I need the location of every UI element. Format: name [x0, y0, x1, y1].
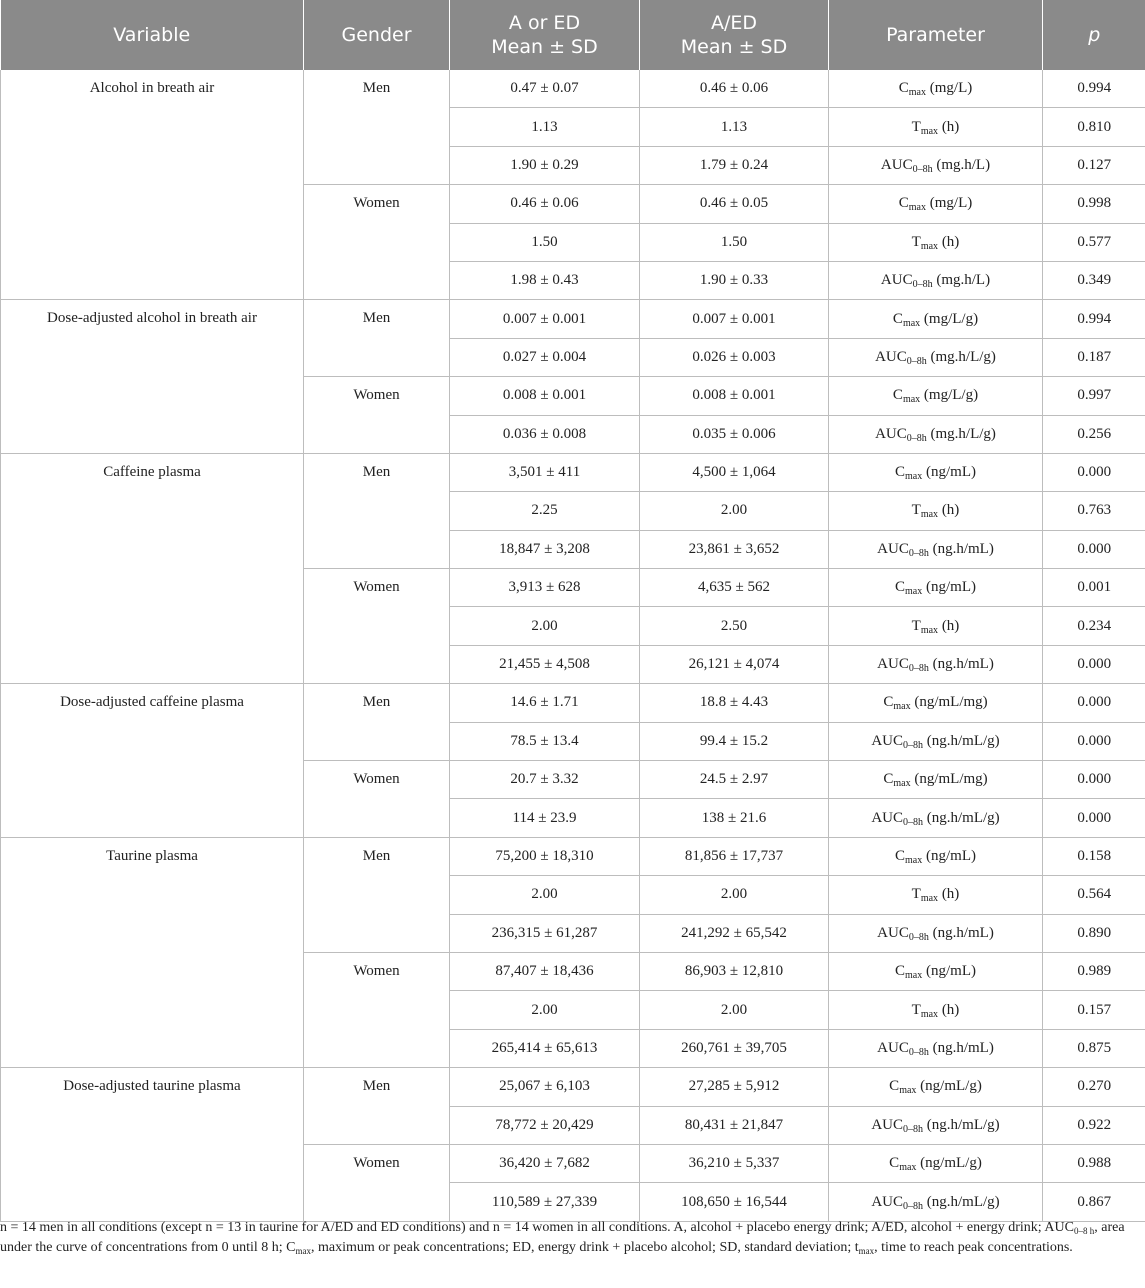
p-value: 0.988 — [1043, 1144, 1145, 1182]
header-a-or-ed-line2: Mean ± SD — [491, 36, 598, 58]
parameter-symbol: AUC — [877, 1039, 909, 1056]
a-ed-value: 24.5 ± 2.97 — [640, 761, 829, 799]
parameter-subscript: max — [905, 586, 923, 598]
a-ed-value: 0.46 ± 0.05 — [640, 185, 829, 223]
footnote-part2: , area under the curve of concentrations from 0 until 8 h; C — [0, 1220, 1125, 1255]
parameter-unit: (ng.h/mL) — [928, 1039, 994, 1056]
gender-cell: Men — [304, 1068, 450, 1145]
parameter-cell — [829, 799, 1043, 837]
p-value: 0.000 — [1043, 645, 1145, 683]
parameter-cell — [829, 300, 1043, 338]
parameter-subscript: 0–8h — [903, 1200, 923, 1212]
p-value: 0.989 — [1043, 952, 1145, 990]
a-or-ed-value: 114 ± 23.9 — [450, 799, 640, 837]
header-p: p — [1043, 0, 1145, 70]
parameter-symbol: C — [895, 464, 906, 481]
a-or-ed-value: 21,455 ± 4,508 — [450, 645, 640, 683]
parameter-cell — [829, 70, 1043, 108]
parameter-cell — [829, 684, 1043, 722]
parameter-unit: (mg.h/L/g) — [926, 425, 996, 442]
parameter-unit: (mg.h/L/g) — [926, 348, 996, 365]
header-a-ed — [640, 0, 829, 70]
parameter-unit: (h) — [938, 118, 960, 135]
p-value: 0.000 — [1043, 761, 1145, 799]
variable-cell: Taurine plasma — [1, 837, 304, 1067]
a-ed-value: 1.90 ± 0.33 — [640, 261, 829, 299]
parameter-unit: (ng/mL/mg) — [910, 771, 988, 788]
parameter-subscript: 0–8h — [912, 279, 933, 291]
header-a-or-ed — [450, 0, 640, 70]
a-ed-value: 27,285 ± 5,912 — [640, 1068, 829, 1106]
parameter-unit: (mg/L) — [925, 195, 973, 212]
parameter-cell — [829, 645, 1043, 683]
a-or-ed-value: 2.00 — [450, 876, 640, 914]
a-or-ed-value: 2.00 — [450, 991, 640, 1029]
header-a-ed-line2: Mean ± SD — [680, 36, 788, 58]
parameter-cell — [829, 569, 1043, 607]
parameter-symbol: AUC — [871, 1193, 903, 1210]
a-ed-value: 241,292 ± 65,542 — [640, 914, 829, 952]
parameter-unit: (ng/mL/mg) — [910, 694, 988, 711]
parameter-subscript: max — [902, 394, 921, 406]
parameter-cell — [829, 261, 1043, 299]
p-value: 0.234 — [1043, 607, 1145, 645]
parameter-unit: (mg.h/L) — [932, 156, 991, 173]
parameter-subscript: 0–8h — [908, 663, 929, 675]
a-or-ed-value: 0.027 ± 0.004 — [450, 338, 640, 376]
p-value: 0.127 — [1043, 146, 1145, 184]
parameter-unit: (mg/L) — [925, 80, 973, 97]
parameter-unit: (mg/L/g) — [920, 387, 979, 404]
p-value: 0.270 — [1043, 1068, 1145, 1106]
a-or-ed-value: 0.008 ± 0.001 — [450, 377, 640, 415]
parameter-cell — [829, 223, 1043, 261]
p-value: 0.564 — [1043, 876, 1145, 914]
header-a-or-ed-line1: A or ED — [508, 12, 581, 34]
gender-cell: Women — [304, 952, 450, 1067]
parameter-unit: (ng/mL) — [922, 464, 976, 481]
variable-cell: Dose-adjusted alcohol in breath air — [1, 300, 304, 454]
parameter-symbol: C — [898, 195, 909, 212]
parameter-cell — [829, 837, 1043, 875]
parameter-unit: (ng.h/mL/g) — [923, 732, 1000, 749]
gender-cell: Men — [304, 300, 450, 377]
a-ed-value: 2.00 — [640, 991, 829, 1029]
a-ed-value: 26,121 ± 4,074 — [640, 645, 829, 683]
parameter-unit: (ng/mL) — [922, 963, 976, 980]
parameter-cell — [829, 492, 1043, 530]
a-ed-value: 23,861 ± 3,652 — [640, 530, 829, 568]
parameter-subscript: 0–8h — [903, 816, 923, 828]
parameter-unit: (ng.h/mL/g) — [923, 1193, 1000, 1210]
p-value: 0.001 — [1043, 569, 1145, 607]
a-or-ed-value: 3,913 ± 628 — [450, 569, 640, 607]
parameter-symbol: T — [911, 118, 921, 135]
a-ed-value: 0.026 ± 0.003 — [640, 338, 829, 376]
gender-cell: Women — [304, 569, 450, 684]
gender-cell: Women — [304, 377, 450, 454]
a-or-ed-value: 18,847 ± 3,208 — [450, 530, 640, 568]
p-value: 0.000 — [1043, 799, 1145, 837]
a-ed-value: 36,210 ± 5,337 — [640, 1144, 829, 1182]
parameter-cell — [829, 1106, 1043, 1144]
gender-cell: Men — [304, 837, 450, 952]
a-ed-value: 86,903 ± 12,810 — [640, 952, 829, 990]
p-value: 0.875 — [1043, 1029, 1145, 1067]
parameter-symbol: C — [895, 963, 906, 980]
parameter-unit: (mg.h/L) — [932, 272, 991, 289]
parameter-cell — [829, 108, 1043, 146]
a-ed-value: 81,856 ± 17,737 — [640, 837, 829, 875]
parameter-cell — [829, 1144, 1043, 1182]
parameter-symbol: T — [911, 886, 921, 903]
table-row — [1, 684, 1145, 722]
parameter-cell — [829, 1029, 1043, 1067]
header-a-ed-line1: A/ED — [710, 12, 758, 34]
p-value: 0.000 — [1043, 453, 1145, 491]
parameter-unit: (ng.h/mL) — [928, 540, 994, 557]
parameter-subscript: 0–8h — [912, 163, 933, 175]
a-ed-value: 18.8 ± 4.43 — [640, 684, 829, 722]
a-ed-value: 0.007 ± 0.001 — [640, 300, 829, 338]
p-value: 0.349 — [1043, 261, 1145, 299]
parameter-subscript: 0–8h — [908, 931, 929, 943]
p-value: 0.187 — [1043, 338, 1145, 376]
table-row — [1, 837, 1145, 875]
a-or-ed-value: 1.90 ± 0.29 — [450, 146, 640, 184]
footnote-part4: , time to reach peak concentrations. — [874, 1240, 1073, 1255]
parameter-symbol: C — [883, 771, 894, 788]
a-ed-value: 4,635 ± 562 — [640, 569, 829, 607]
a-ed-value: 0.035 ± 0.006 — [640, 415, 829, 453]
p-value: 0.994 — [1043, 70, 1145, 108]
parameter-subscript: max — [920, 125, 939, 137]
parameter-cell — [829, 722, 1043, 760]
a-ed-value: 2.50 — [640, 607, 829, 645]
parameter-unit: (ng.h/mL) — [928, 924, 994, 941]
parameter-symbol: T — [911, 617, 921, 634]
p-value: 0.158 — [1043, 837, 1145, 875]
header-gender: Gender — [304, 0, 450, 70]
parameter-subscript: max — [905, 471, 923, 483]
header-variable: Variable — [1, 0, 304, 70]
parameter-cell — [829, 146, 1043, 184]
parameter-symbol: C — [883, 694, 894, 711]
parameter-symbol: C — [895, 579, 906, 596]
parameter-cell — [829, 185, 1043, 223]
p-value: 0.994 — [1043, 300, 1145, 338]
parameter-cell — [829, 377, 1043, 415]
parameter-symbol: C — [892, 310, 903, 327]
a-or-ed-value: 0.036 ± 0.008 — [450, 415, 640, 453]
a-or-ed-value: 14.6 ± 1.71 — [450, 684, 640, 722]
parameter-subscript: 0–8h — [908, 1046, 929, 1058]
parameter-cell — [829, 1068, 1043, 1106]
a-ed-value: 1.79 ± 0.24 — [640, 146, 829, 184]
a-ed-value: 2.00 — [640, 492, 829, 530]
parameter-symbol: AUC — [875, 348, 907, 365]
p-value: 0.763 — [1043, 492, 1145, 530]
p-value: 0.577 — [1043, 223, 1145, 261]
parameter-subscript: 0–8h — [906, 432, 927, 444]
parameter-symbol: AUC — [871, 809, 903, 826]
parameter-cell — [829, 761, 1043, 799]
a-or-ed-value: 20.7 ± 3.32 — [450, 761, 640, 799]
gender-cell: Men — [304, 453, 450, 568]
footnote-sub2: max — [295, 1246, 311, 1256]
a-ed-value: 80,431 ± 21,847 — [640, 1106, 829, 1144]
table-row — [1, 70, 1145, 108]
parameter-subscript: max — [905, 970, 923, 982]
parameter-subscript: 0–8h — [908, 547, 929, 559]
parameter-unit: (ng/mL) — [922, 579, 976, 596]
parameter-subscript: max — [920, 893, 939, 905]
a-or-ed-value: 236,315 ± 61,287 — [450, 914, 640, 952]
parameter-subscript: max — [893, 701, 911, 713]
p-value: 0.810 — [1043, 108, 1145, 146]
parameter-subscript: 0–8h — [903, 739, 923, 751]
footnote-part3: , maximum or peak concentrations; ED, energy drink + placebo alcohol; SD, standard deviation; t — [310, 1240, 859, 1255]
a-ed-value: 0.008 ± 0.001 — [640, 377, 829, 415]
gender-cell: Men — [304, 684, 450, 761]
variable-cell: Dose-adjusted caffeine plasma — [1, 684, 304, 838]
gender-cell: Women — [304, 185, 450, 300]
a-ed-value: 4,500 ± 1,064 — [640, 453, 829, 491]
parameter-subscript: max — [920, 624, 939, 636]
parameter-cell — [829, 453, 1043, 491]
parameter-cell — [829, 530, 1043, 568]
parameter-symbol: AUC — [877, 656, 909, 673]
p-value: 0.998 — [1043, 185, 1145, 223]
p-value: 0.997 — [1043, 377, 1145, 415]
a-or-ed-value: 2.00 — [450, 607, 640, 645]
p-value: 0.000 — [1043, 530, 1145, 568]
table-row — [1, 1068, 1145, 1106]
a-or-ed-value: 78,772 ± 20,429 — [450, 1106, 640, 1144]
parameter-symbol: AUC — [877, 540, 909, 557]
parameter-cell — [829, 876, 1043, 914]
parameter-symbol: T — [911, 233, 921, 250]
a-or-ed-value: 3,501 ± 411 — [450, 453, 640, 491]
p-value: 0.000 — [1043, 684, 1145, 722]
a-or-ed-value: 110,589 ± 27,339 — [450, 1183, 640, 1221]
a-ed-value: 1.13 — [640, 108, 829, 146]
a-ed-value: 260,761 ± 39,705 — [640, 1029, 829, 1067]
parameter-cell — [829, 991, 1043, 1029]
parameter-unit: (h) — [938, 617, 960, 634]
gender-cell: Women — [304, 761, 450, 838]
parameter-symbol: C — [895, 848, 906, 864]
header-parameter: Parameter — [829, 0, 1043, 70]
p-value: 0.890 — [1043, 914, 1145, 952]
parameter-symbol: C — [898, 80, 909, 97]
parameter-subscript: max — [893, 778, 911, 790]
parameter-unit: (h) — [938, 502, 960, 519]
parameter-symbol: C — [889, 1155, 900, 1172]
gender-cell: Men — [304, 70, 450, 185]
a-or-ed-value: 2.25 — [450, 492, 640, 530]
parameter-cell — [829, 914, 1043, 952]
variable-cell: Dose-adjusted taurine plasma — [1, 1068, 304, 1222]
a-or-ed-value: 0.46 ± 0.06 — [450, 185, 640, 223]
a-ed-value: 138 ± 21.6 — [640, 799, 829, 837]
p-value: 0.867 — [1043, 1183, 1145, 1221]
a-or-ed-value: 1.50 — [450, 223, 640, 261]
a-ed-value: 0.46 ± 0.06 — [640, 70, 829, 108]
table-row — [1, 453, 1145, 491]
parameter-symbol: T — [911, 502, 921, 519]
p-value: 0.922 — [1043, 1106, 1145, 1144]
parameter-subscript: max — [905, 855, 923, 866]
a-or-ed-value: 0.47 ± 0.07 — [450, 70, 640, 108]
parameter-symbol: AUC — [871, 732, 903, 749]
a-or-ed-value: 36,420 ± 7,682 — [450, 1144, 640, 1182]
a-or-ed-value: 0.007 ± 0.001 — [450, 300, 640, 338]
parameter-subscript: max — [902, 317, 921, 329]
a-or-ed-value: 78.5 ± 13.4 — [450, 722, 640, 760]
parameter-subscript: max — [908, 87, 926, 99]
a-ed-value: 108,650 ± 16,544 — [640, 1183, 829, 1221]
parameter-unit: (ng.h/mL) — [928, 656, 994, 673]
parameter-symbol: AUC — [877, 924, 909, 941]
p-value: 0.157 — [1043, 991, 1145, 1029]
parameter-subscript: max — [920, 240, 939, 252]
parameter-subscript: max — [920, 1008, 939, 1020]
parameter-subscript: 0–8h — [903, 1123, 923, 1135]
footnote-sub3: max — [858, 1246, 875, 1256]
parameter-symbol: C — [889, 1078, 900, 1095]
parameter-symbol: AUC — [880, 272, 913, 289]
parameter-unit: (mg/L/g) — [920, 310, 979, 327]
parameter-cell — [829, 338, 1043, 376]
parameter-symbol: AUC — [875, 425, 907, 442]
a-or-ed-value: 1.13 — [450, 108, 640, 146]
parameter-subscript: max — [920, 509, 939, 521]
table-row — [1, 300, 1145, 338]
parameter-unit: (ng/mL/g) — [916, 1078, 982, 1095]
parameter-symbol: C — [892, 387, 903, 404]
parameter-cell — [829, 1183, 1043, 1221]
parameter-unit: (h) — [938, 1001, 960, 1018]
parameter-cell — [829, 607, 1043, 645]
p-value: 0.256 — [1043, 415, 1145, 453]
parameter-symbol: AUC — [880, 156, 913, 173]
parameter-unit: (h) — [938, 233, 960, 250]
variable-cell: Alcohol in breath air — [1, 70, 304, 300]
parameter-unit: (ng/mL) — [922, 848, 976, 864]
parameter-symbol: AUC — [871, 1116, 903, 1133]
gender-cell: Women — [304, 1144, 450, 1221]
footnote-sub1: 0–8 h — [1074, 1226, 1095, 1236]
parameter-unit: (h) — [938, 886, 960, 903]
parameter-subscript: max — [899, 1085, 917, 1097]
a-or-ed-value: 25,067 ± 6,103 — [450, 1068, 640, 1106]
header-row — [1, 0, 1145, 70]
a-ed-value: 2.00 — [640, 876, 829, 914]
a-or-ed-value: 1.98 ± 0.43 — [450, 261, 640, 299]
table-body — [1, 70, 1145, 1221]
a-or-ed-value: 87,407 ± 18,436 — [450, 952, 640, 990]
a-ed-value: 99.4 ± 15.2 — [640, 722, 829, 760]
parameter-cell — [829, 415, 1043, 453]
parameter-unit: (ng/mL/g) — [916, 1155, 982, 1172]
variable-cell: Caffeine plasma — [1, 453, 304, 683]
parameter-subscript: 0–8h — [906, 355, 927, 367]
footnote-part1: n = 14 men in all conditions (except n = 13 in taurine for A/ED and ED conditions) and n = 14 women in all conditions. A, alcohol + placebo energy drink; A/ED, alcohol + energy drink; AUC — [0, 1220, 1074, 1235]
a-or-ed-value: 75,200 ± 18,310 — [450, 837, 640, 875]
p-value: 0.000 — [1043, 722, 1145, 760]
parameter-cell — [829, 952, 1043, 990]
a-or-ed-value: 265,414 ± 65,613 — [450, 1029, 640, 1067]
parameter-unit: (ng.h/mL/g) — [923, 1116, 1000, 1133]
footnote — [0, 1218, 1140, 1258]
parameter-subscript: max — [908, 202, 926, 214]
parameter-symbol: T — [911, 1001, 921, 1018]
parameter-unit: (ng.h/mL/g) — [923, 809, 1000, 826]
a-ed-value: 1.50 — [640, 223, 829, 261]
parameter-subscript: max — [899, 1162, 917, 1174]
